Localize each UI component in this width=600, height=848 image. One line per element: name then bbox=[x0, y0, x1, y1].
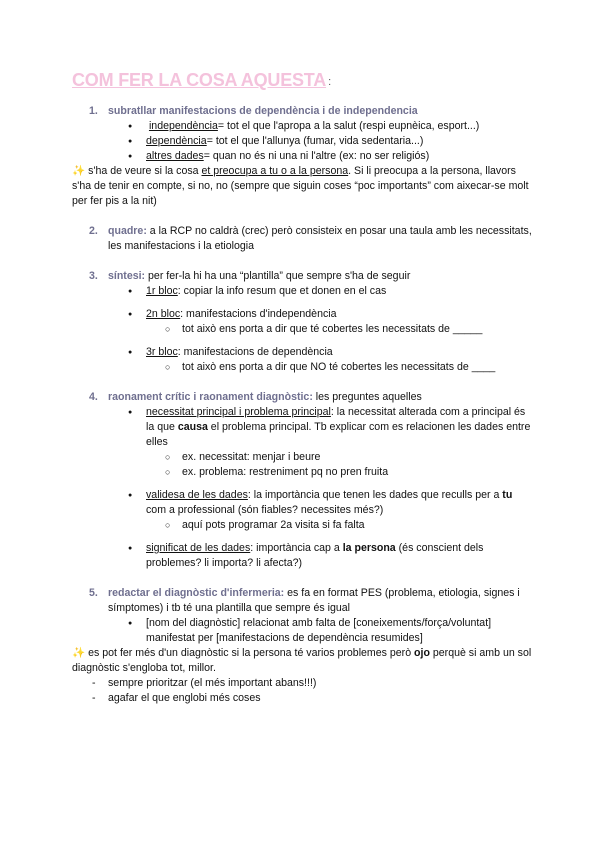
list-item bbox=[72, 149, 534, 164]
sub-item: ○ ex. necessitat: menjar i beure bbox=[72, 450, 534, 465]
note-text: . Si li preocupa a la persona, llavors s'ha de tenir en compte, si no, no (sempre que siguin coses “poc importants” com aixecar-se molt per fer pis a la nit) bbox=[72, 165, 529, 207]
sub-item: ○ tot això ens porta a dir que NO té cobertes les necessitats de ____ bbox=[72, 360, 534, 375]
definition: (és conscient dels problemes? li importa? li afecta?) bbox=[146, 542, 484, 569]
sub-item: ○ aquí pots programar 2a visita si fa falta bbox=[72, 518, 534, 533]
section-3 bbox=[72, 269, 534, 284]
section-heading: síntesi: bbox=[108, 270, 146, 282]
definition: el problema principal. Tb explicar com es relacionen les dades entre elles bbox=[146, 421, 531, 448]
section-text: les preguntes aquelles bbox=[312, 391, 422, 403]
term: necessitat principal i problema principal bbox=[146, 406, 331, 418]
list-item bbox=[72, 119, 534, 134]
title-text: COM FER LA COSA AQUESTA bbox=[72, 70, 327, 90]
dash-item: - sempre prioritzar (el més important abans!!!) bbox=[72, 676, 534, 691]
definition: com a professional (són fiables? necessites més?) bbox=[146, 504, 384, 516]
title-colon: : bbox=[328, 76, 332, 88]
section-text: es fa en format PES (problema, etiologia, signes i símptomes) i tb té una plantilla que sempre és igual bbox=[108, 587, 520, 614]
note-text: s'ha de veure si la cosa bbox=[85, 165, 202, 177]
term: independència bbox=[148, 120, 218, 132]
list-item bbox=[72, 405, 534, 450]
section-1 bbox=[72, 104, 534, 119]
section-number: 2. bbox=[89, 225, 98, 237]
section-5 bbox=[72, 586, 534, 616]
definition: = tot el que l'apropa a la salut (respi eupnèica, esport...) bbox=[217, 120, 480, 132]
section-2 bbox=[72, 224, 534, 254]
section-number: 4. bbox=[89, 391, 98, 403]
section-4 bbox=[72, 390, 534, 405]
bold-word: tu bbox=[502, 489, 513, 501]
term: dependència bbox=[146, 135, 207, 147]
section-text: a la RCP no caldrà (crec) però consisteix en posar una taula amb les necessitats, les manifestacions i la etiologia bbox=[108, 225, 532, 252]
definition: : copiar la info resum que et donen en el cas bbox=[177, 285, 387, 297]
definition: : manifestacions de dependència bbox=[177, 346, 333, 358]
term: 3r bloc bbox=[146, 346, 178, 358]
section-text: per fer-la hi ha una “plantilla” que sempre s'ha de seguir bbox=[145, 270, 411, 282]
note-text: perquè si amb un sol diagnòstic s'engloba tot, millor. bbox=[72, 647, 532, 674]
section-heading: raonament crític i raonament diagnòstic: bbox=[108, 391, 313, 403]
section-number: 3. bbox=[89, 270, 98, 282]
bold-word: la persona bbox=[342, 542, 396, 554]
list-item bbox=[72, 307, 534, 322]
section-heading: redactar el diagnòstic d'infermeria: bbox=[108, 587, 285, 599]
document-page bbox=[72, 70, 534, 706]
section-heading: subratllar manifestacions de dependència i de independencia bbox=[108, 105, 418, 117]
list-item bbox=[72, 541, 534, 571]
page-title bbox=[72, 70, 534, 90]
section-number: 1. bbox=[89, 105, 98, 117]
definition: : importància cap a bbox=[250, 542, 343, 554]
note-underlined: et preocupa a tu o a la persona bbox=[201, 165, 349, 177]
term: 1r bloc bbox=[146, 285, 178, 297]
term: 2n bloc bbox=[146, 308, 181, 320]
section-number: 5. bbox=[89, 587, 98, 599]
definition: : la importància que tenen les dades que reculls per a bbox=[247, 489, 503, 501]
list-item: ● [nom del diagnòstic] relacionat amb falta de [coneixements/força/voluntat] manifestat per [manifestacions de dependència resumides] bbox=[72, 616, 534, 646]
list-item bbox=[72, 134, 534, 149]
dash-item: - agafar el que englobi més coses bbox=[72, 691, 534, 706]
definition: : manifestacions d'independència bbox=[180, 308, 337, 320]
section-heading: quadre: bbox=[108, 225, 147, 237]
term: validesa de les dades bbox=[146, 489, 248, 501]
bold-word: ojo bbox=[414, 647, 430, 659]
list-item bbox=[72, 284, 534, 299]
note-paragraph bbox=[72, 164, 534, 209]
term: altres dades bbox=[146, 150, 204, 162]
sub-item: ○ ex. problema: restreniment pq no pren fruita bbox=[72, 465, 534, 480]
note-paragraph bbox=[72, 646, 534, 676]
sub-item: ○ tot això ens porta a dir que té cobertes les necessitats de _____ bbox=[72, 322, 534, 337]
sparkles-icon: ✨ bbox=[72, 165, 86, 177]
bold-word: causa bbox=[177, 421, 208, 433]
definition: = tot el que l'allunya (fumar, vida sedentaria...) bbox=[206, 135, 424, 147]
list-item bbox=[72, 345, 534, 360]
list-item bbox=[72, 488, 534, 518]
definition: = quan no és ni una ni l'altre (ex: no ser religiós) bbox=[203, 150, 430, 162]
note-text: es pot fer més d'un diagnòstic si la persona té varios problemes però bbox=[85, 647, 415, 659]
definition: : la necessitat alterada com a principal és la que bbox=[146, 406, 526, 433]
term: significat de les dades bbox=[146, 542, 251, 554]
sparkles-icon: ✨ bbox=[72, 647, 86, 659]
